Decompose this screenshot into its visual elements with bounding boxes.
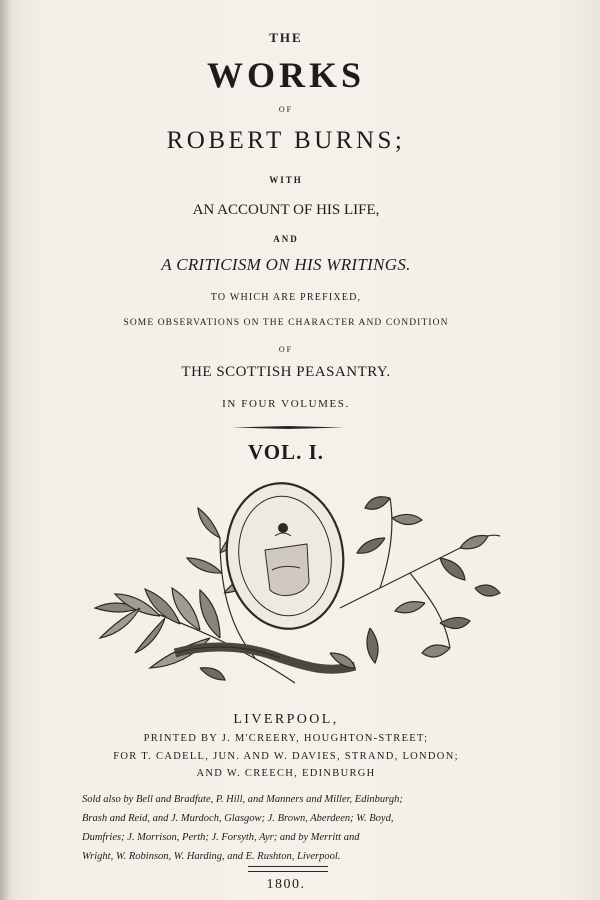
peasantry-line: THE SCOTTISH PEASANTRY. [181,364,391,380]
booksellers-line: Dumfries; J. Morrison, Perth; J. Forsyth, Ayr; and by Merritt and [82,832,360,843]
imprint-city: LIVERPOOL, [233,712,339,727]
author-name: ROBERT BURNS; [166,127,406,154]
double-rule [248,866,328,872]
publication-year: 1800. [266,877,306,892]
title-the: THE [269,30,303,45]
title-of: OF [278,105,294,114]
volumes-line: IN FOUR VOLUMES. [222,398,350,410]
imprint-printer: PRINTED BY J. M'CREERY, HOUGHTON-STREET; [143,733,429,744]
engraved-vignette [80,478,510,703]
volume-number: VOL. I. [247,440,324,464]
seal-icon [217,478,352,636]
subtitle-with: WITH [269,175,303,185]
imprint-publishers: FOR T. CADELL, JUN. AND W. DAVIES, STRAND, LONDON; [113,751,459,762]
ornamental-rule [232,426,344,429]
booksellers-list [82,790,500,866]
observations-of: OF [278,345,294,354]
booksellers-line: Wright, W. Robinson, W. Harding, and E. Rushton, Liverpool. [82,851,341,862]
title-works: WORKS [206,55,366,95]
imprint-creech: AND W. CREECH, EDINBURGH [196,768,376,779]
booksellers-line: Sold also by Bell and Bradfute, P. Hill, and Manners and Miller, Edinburgh; [82,794,403,805]
subtitle-criticism: A CRITICISM ON HIS WRITINGS. [161,255,411,274]
subtitle-and: AND [273,234,299,244]
booksellers-line: Brash and Reid, and J. Murdoch, Glasgow; J. Brown, Aberdeen; W. Boyd, [82,813,394,824]
observations-line: SOME OBSERVATIONS ON THE CHARACTER AND CONDITION [123,318,449,328]
prefixed-line: TO WHICH ARE PREFIXED, [210,292,362,303]
subtitle-account: AN ACCOUNT OF HIS LIFE, [192,202,380,218]
